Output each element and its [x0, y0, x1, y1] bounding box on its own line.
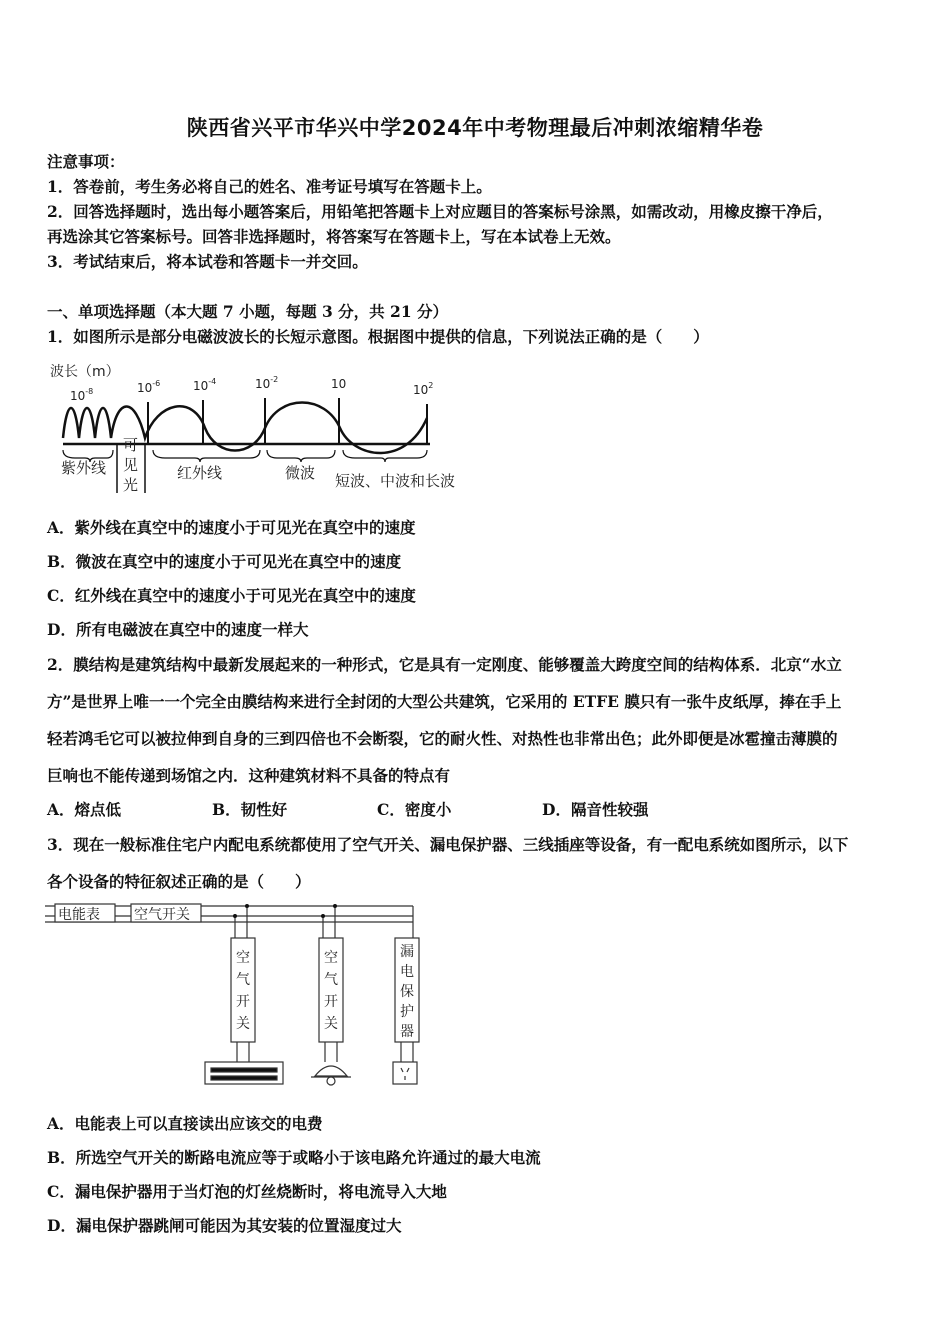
question-2-option-d: D．隔音性较强 [542, 800, 649, 819]
lamp-icon [315, 1066, 347, 1076]
notice-heading: 注意事项： [47, 152, 125, 171]
breaker-2-char: 空 [324, 950, 338, 966]
notice-item-3: 3．考试结束后，将本试卷和答题卡一并交回。 [47, 252, 368, 271]
question-1-option-a: A．紫外线在真空中的速度小于可见光在真空中的速度 [47, 518, 416, 537]
rcd-char: 漏 [400, 944, 414, 960]
heater-element [211, 1068, 277, 1072]
question-3-option-c: C．漏电保护器用于当灯泡的灯丝烧断时，将电流导入大地 [47, 1182, 447, 1201]
question-3-line-2: 各个设备的特征叙述正确的是（ ） [47, 872, 311, 891]
question-1-option-d: D．所有电磁波在真空中的速度一样大 [47, 620, 309, 639]
circuit-figure [45, 900, 435, 1090]
question-3-option-b: B．所选空气开关的断路电流应等于或略小于该电路允许通过的最大电流 [47, 1148, 541, 1167]
rcd-char: 器 [400, 1024, 414, 1040]
main-switch-label: 空气开关 [134, 907, 190, 923]
breaker-1-char: 关 [236, 1016, 250, 1032]
breaker-2-char: 开 [324, 994, 338, 1010]
band-visible-3: 光 [123, 476, 139, 494]
tick-label: 10 [331, 377, 347, 391]
breaker-1-char: 气 [236, 972, 250, 988]
tick-label: $10^{-4}$ [193, 377, 217, 393]
em-spectrum-figure [45, 358, 485, 498]
socket-pin [407, 1068, 409, 1072]
heater-element [211, 1076, 277, 1080]
rcd-char: 护 [400, 1004, 414, 1020]
junction-dot [333, 904, 337, 908]
band-infrared: 红外线 [177, 464, 223, 482]
question-2-line-1: 2．膜结构是建筑结构中最新发展起来的一种形式，它是具有一定刚度、能够覆盖大跨度空间的结构体系．北京“水立 [47, 655, 842, 674]
question-3-option-d: D．漏电保护器跳闸可能因为其安装的位置湿度过大 [47, 1216, 402, 1235]
band-ultraviolet: 紫外线 [61, 459, 107, 477]
band-microwave: 微波 [285, 464, 316, 482]
question-1-option-b: B．微波在真空中的速度小于可见光在真空中的速度 [47, 552, 402, 571]
section-heading: 一、单项选择题（本大题 7 小题，每题 3 分，共 21 分） [47, 302, 449, 321]
question-1-option-c: C．红外线在真空中的速度小于可见光在真空中的速度 [47, 586, 416, 605]
breaker-2-char: 关 [324, 1016, 338, 1032]
junction-dot [233, 914, 237, 918]
tick-label: $10^{-8}$ [70, 387, 94, 403]
question-3-option-a: A．电能表上可以直接读出应该交的电费 [47, 1114, 323, 1133]
meter-label: 电能表 [58, 907, 100, 923]
lamp-bulb [327, 1077, 335, 1085]
notice-item-1: 1．答卷前，考生务必将自己的姓名、准考证号填写在答题卡上。 [47, 177, 492, 196]
rcd-char: 保 [400, 984, 414, 1000]
socket-icon [393, 1062, 417, 1084]
junction-dot [321, 914, 325, 918]
question-2-option-b: B．韧性好 [212, 800, 288, 819]
socket-pin [401, 1068, 403, 1072]
brace [267, 450, 335, 462]
breaker-1-char: 开 [236, 994, 250, 1010]
breaker-1-char: 空 [236, 950, 250, 966]
wavelength-axis-label: 波长（m） [50, 364, 120, 380]
tick-label: $10^{-6}$ [137, 379, 161, 395]
question-2-line-2: 方”是世界上唯一一个完全由膜结构来进行全封闭的大型公共建筑，它采用的 ETFE 膜只有一张牛皮纸厚，捧在手上 [47, 692, 842, 711]
band-radio: 短波、中波和长波 [335, 472, 456, 490]
tick-label: $10^{-2}$ [255, 375, 279, 391]
junction-dot [245, 904, 249, 908]
rcd-char: 电 [400, 964, 414, 980]
question-2-option-c: C．密度小 [377, 800, 452, 819]
tick-label: $10^2$ [413, 381, 434, 397]
question-2-option-a: A．熔点低 [47, 800, 122, 819]
band-visible-1: 可 [123, 436, 139, 454]
question-1-stem: 1．如图所示是部分电磁波波长的长短示意图。根据图中提供的信息，下列说法正确的是（ ） [47, 327, 709, 346]
heater-load [205, 1062, 283, 1084]
band-visible-2: 见 [123, 456, 139, 474]
notice-item-2-cont: 再选涂其它答案标号。回答非选择题时，将答案写在答题卡上，写在本试卷上无效。 [47, 227, 621, 246]
question-2-line-3: 轻若鸿毛它可以被拉伸到自身的三到四倍也不会断裂，它的耐火性、对热性也非常出色；此外即便是冰雹撞击薄膜的 [47, 729, 838, 748]
question-2-line-4: 巨响也不能传递到场馆之内．这种建筑材料不具备的特点有 [47, 766, 451, 785]
page-title: 陕西省兴平市华兴中学2024年中考物理最后冲刺浓缩精华卷 [186, 116, 764, 140]
notice-item-2: 2．回答选择题时，选出每小题答案后，用铅笔把答题卡上对应题目的答案标号涂黑，如需改动，用橡皮擦干净后， [47, 202, 833, 221]
breaker-2-char: 气 [324, 972, 338, 988]
question-3-line-1: 3．现在一般标准住宅户内配电系统都使用了空气开关、漏电保护器、三线插座等设备，有一配电系统如图所示，以下 [47, 835, 849, 854]
brace [153, 450, 260, 462]
